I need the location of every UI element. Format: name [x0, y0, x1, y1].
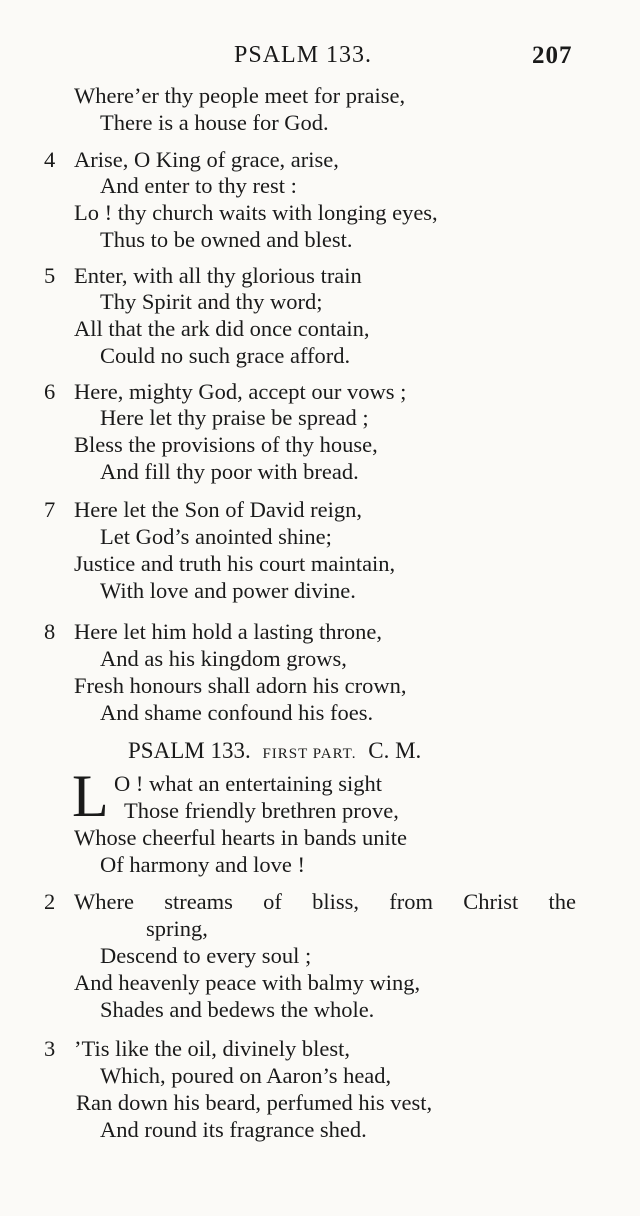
- verse-line: Shades and bedews the whole.: [100, 997, 375, 1022]
- verse-line: Here, mighty God, accept our vows ;: [74, 379, 407, 404]
- verse-line: And shame confound his foes.: [100, 700, 374, 725]
- psalm-heading-meter: C. M.: [368, 738, 422, 763]
- verse-line: Thy Spirit and thy word;: [100, 289, 323, 314]
- verse-line: There is a house for God.: [100, 110, 329, 135]
- verse-line: ’Tis like the oil, divinely blest,: [74, 1036, 351, 1061]
- verse-line: spring,: [146, 916, 208, 941]
- verse-line: Those friendly brethren prove,: [124, 798, 399, 823]
- verse-line: And heavenly peace with balmy wing,: [74, 970, 421, 995]
- verse-line: Could no such grace afford.: [100, 343, 351, 368]
- verse-line: Lo ! thy church waits with longing eyes,: [74, 200, 438, 225]
- verse-line: Arise, O King of grace, arise,: [74, 147, 339, 172]
- psalm-heading: [128, 736, 421, 769]
- stanza-number: 8: [44, 619, 56, 644]
- running-title: PSALM 133.: [234, 42, 373, 68]
- verse-line: And fill thy poor with bread.: [100, 459, 359, 484]
- running-head: [0, 42, 640, 74]
- word: the: [548, 889, 576, 914]
- verse-line: Whose cheerful hearts in bands unite: [74, 825, 408, 850]
- psalm-heading-part: FIRST PART.: [262, 746, 357, 762]
- verse-line: Let God’s anointed shine;: [100, 524, 332, 549]
- drop-cap: L: [72, 763, 109, 829]
- page-number: 207: [532, 42, 573, 69]
- stanza-number: 6: [44, 379, 56, 404]
- word: Christ: [463, 889, 519, 914]
- verse-line-justified: [74, 888, 576, 915]
- verse-line: Justice and truth his court maintain,: [74, 551, 396, 576]
- verse-line: Where’er thy people meet for praise,: [74, 83, 406, 108]
- verse-line: And round its fragrance shed.: [100, 1117, 367, 1142]
- verse-line: Thus to be owned and blest.: [100, 227, 353, 252]
- verse-line: Here let him hold a lasting throne,: [74, 619, 383, 644]
- verse-line: Bless the provisions of thy house,: [74, 432, 378, 457]
- word: from: [389, 889, 434, 914]
- verse-line: With love and power divine.: [100, 578, 356, 603]
- verse-line: Ran down his beard, perfumed his vest,: [76, 1090, 433, 1115]
- word: streams: [164, 889, 233, 914]
- verse-line: Enter, with all thy glorious train: [74, 263, 362, 288]
- verse-line: Of harmony and love !: [100, 852, 305, 877]
- psalm-heading-main: PSALM 133.: [128, 738, 251, 763]
- verse-line: O ! what an entertaining sight: [114, 771, 383, 796]
- word: of: [263, 889, 282, 914]
- stanza-number: 3: [44, 1036, 56, 1061]
- verse-line: Descend to every soul ;: [100, 943, 312, 968]
- verse-line: Here let thy praise be spread ;: [100, 405, 369, 430]
- stanza-number: 5: [44, 263, 56, 288]
- word: Where: [74, 889, 134, 914]
- verse-line: And as his kingdom grows,: [100, 646, 347, 671]
- verse-line: And enter to thy rest :: [100, 173, 297, 198]
- stanza-number: 7: [44, 497, 56, 522]
- verse-line: All that the ark did once contain,: [74, 316, 370, 341]
- stanza-number: 4: [44, 147, 56, 172]
- verse-line: Which, poured on Aaron’s head,: [100, 1063, 392, 1088]
- word: bliss,: [312, 889, 360, 914]
- verse-line: Fresh honours shall adorn his crown,: [74, 673, 407, 698]
- stanza-number: 2: [44, 889, 56, 914]
- verse-line: Here let the Son of David reign,: [74, 497, 363, 522]
